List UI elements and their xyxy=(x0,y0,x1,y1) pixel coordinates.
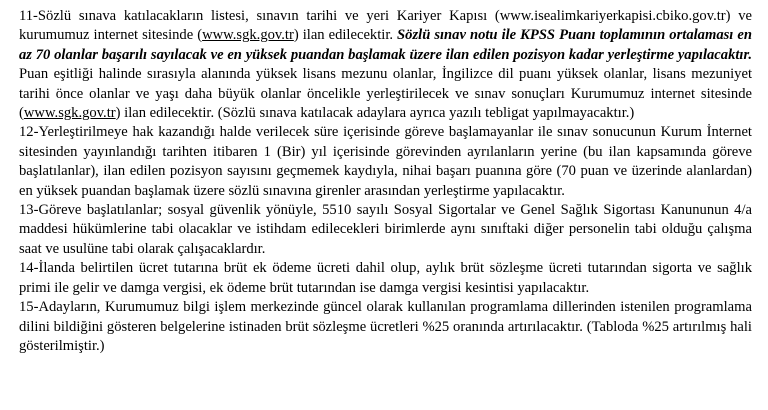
item-11-text-b: ) ilan edilecektir. xyxy=(293,27,398,44)
item-11-text-d: ) ilan edilecektir. (Sözlü sınava katılacak adaylara ayrıca yazılı tebligat yapılmayacaktır.) xyxy=(115,105,635,122)
item-11-text-a: 11-Sözlü sınava katılacakların listesi, sınavın tarihi ve yeri Kariyer Kapısı (www.isealimkariyerkapisi.cbiko.gov.tr) ve kurumumuz internet sitesinde ( xyxy=(19,8,752,44)
item-12: 12-Yerleştirilmeye hak kazandığı halde verilecek süre içerisinde göreve başlamayanlar ile sınav sonucunun Kurum İnternet sitesinden yayınlandığı tarihten itibaren 1 (Bir) yıl içerisinde görevinden ayrılanların yerine (bu ilan kapsamında göreve başlatılanlar), ilan edilen pozisyon sayısını geçmemek kaydıyla, nihai başarı puanına göre (70 puan ve üzerinde alanlardan) en yüksek puandan başlamak üzere sözlü sınavına girenler arasından yerleştirme yapılacaktır. xyxy=(19,124,752,199)
item-11 xyxy=(19,7,752,123)
item-11-text-c: Puan eşitliği halinde sırasıyla alanında yüksek lisans mezunu olanlar, İngilizce dil puanı yüksek olanlar, lisans mezuniyet tarihi önce olanlar ve yaşı daha büyük olanlar öncelikle yerleştirilecek ve sınav sonuçları Kurumumuz internet sitesinde ( xyxy=(19,66,752,122)
item-14: 14-İlanda belirtilen ücret tutarına brüt ek ödeme ücreti dahil olup, aylık brüt sözleşme ücreti tutarından sigorta ve sağlık primi ile gelir ve damga vergisi, ek ödeme brüt tutarından ise damga vergisi kesintisi yapılacaktır. xyxy=(19,260,752,296)
item-13: 13-Göreve başlatılanlar; sosyal güvenlik yönüyle, 5510 sayılı Sosyal Sigortalar ve Genel Sağlık Sigortası Kanununun 4/a maddesi hükümlerine tabi olacaklar ve istihdam edilecekleri birimlerde aynı sınıftaki diğer personelin tabi olduğu çalışma saat ve usulüne tabi olarak çalışacaklardır. xyxy=(19,202,752,257)
item-11-emphasis: Sözlü sınav notu ile KPSS Puanı toplamının ortalaması en az 70 olanlar başarılı sayılacak ve en yüksek puandan başlamak üzere ilan edilen pozisyon kadar yerleştirme yapılacaktır. xyxy=(19,27,752,63)
item-15: 15-Adayların, Kurumumuz bilgi işlem merkezinde güncel olarak kullanılan programlama dillerinden istenilen programlama dilini bildiğini gösteren belgelerine istinaden brüt sözleşme ücretleri %25 oranında artırılacaktır. (Tabloda %25 artırılmış hali gösterilmiştir.) xyxy=(19,299,752,354)
sgk-link-2[interactable]: www.sgk.gov.tr xyxy=(23,105,116,122)
sgk-link-1[interactable]: www.sgk.gov.tr xyxy=(202,27,294,44)
